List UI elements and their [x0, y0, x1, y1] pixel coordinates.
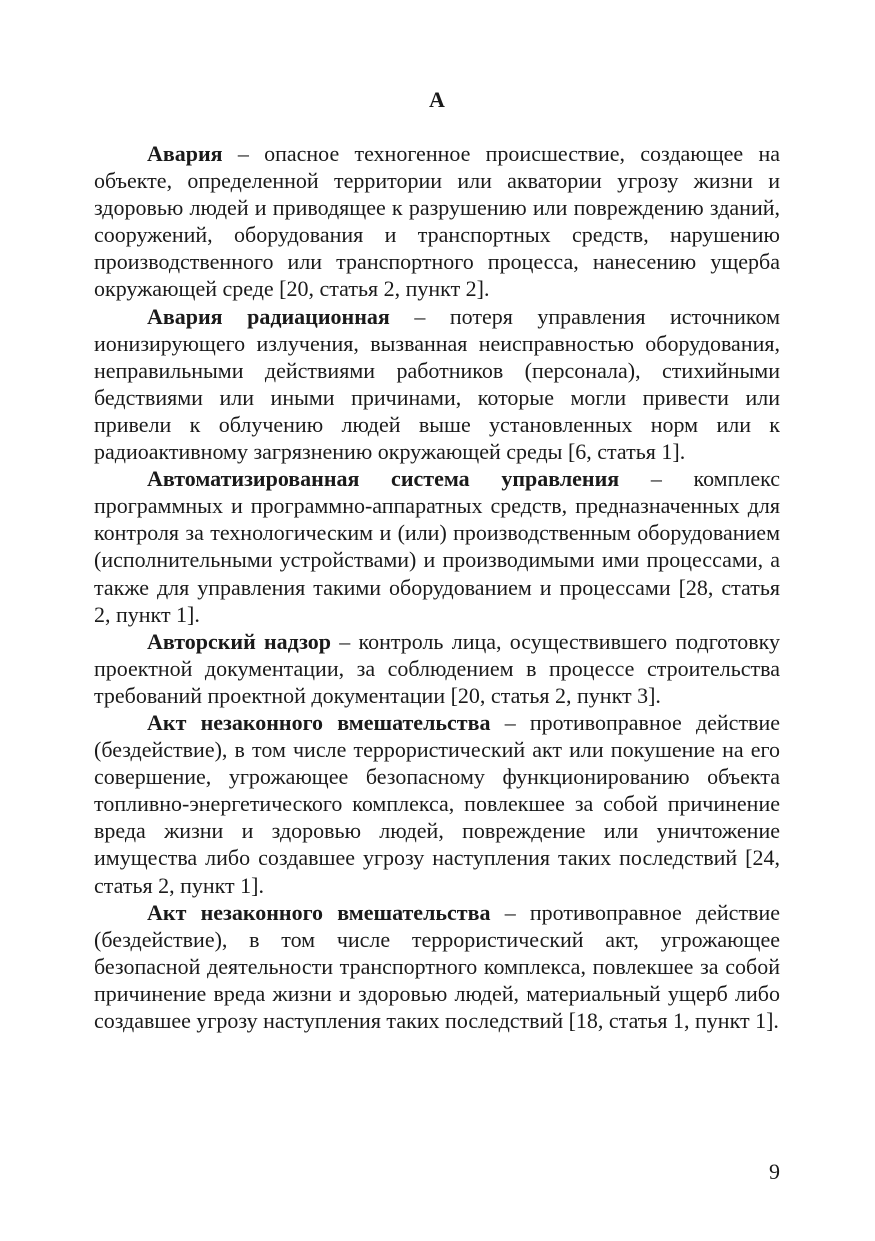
- section-letter-heading: А: [429, 87, 445, 112]
- glossary-entry: [94, 899, 780, 1034]
- glossary-page: [94, 82, 780, 1034]
- entry-definition: – противоправное действие (бездействие), в том числе террористический акт или покушение на его совершение, угрожающее безопасному функционированию объекта топливно-энергетического комплекса, повлекшее за собой причинение вреда жизни и здоровью людей, повреждение или уничтожение имущества либо создавшее угрозу наступления таких последствий [24, статья 2, пункт 1].: [94, 709, 780, 898]
- glossary-entry: [94, 628, 780, 709]
- entry-term: Автоматизированная система управления: [147, 466, 620, 492]
- glossary-entry: [94, 465, 780, 628]
- entry-term: Акт незаконного вмешательства: [147, 709, 491, 735]
- entry-definition: – комплекс программных и программно-аппаратных средств, предназначенных для контроля за технологическим и (или) производственным оборудованием (исполнительными устройствами) и производимыми ими процессами, а также для управления такими оборудованием и процессами [28, статья 2, пункт 1].: [94, 466, 780, 627]
- entry-term: Акт незаконного вмешательства: [147, 899, 491, 925]
- glossary-entry: [94, 709, 780, 899]
- entry-term: Авария: [147, 141, 223, 166]
- glossary-entry: [94, 140, 780, 303]
- entry-definition: – опасное техногенное происшествие, создающее на объекте, определенной территории или акватории угрозу жизни и здоровью людей и приводящее к разрушению или повреждению зданий, сооружений, оборудования и транспортных средств, нарушению производственного или транспортного процесса, нанесению ущерба окружающей среде [20, статья 2, пункт 2].: [94, 141, 780, 302]
- entry-definition: – противоправное действие (бездействие), в том числе террористический акт, угрожающее безопасной деятельности транспортного комплекса, повлекшее за собой причинение вреда жизни и здоровью людей, материальный ущерб либо создавшее угрозу наступления таких последствий [18, статья 1, пункт 1].: [94, 899, 780, 1033]
- page-number: 9: [769, 1159, 780, 1184]
- entry-definition: – контроль лица, осуществившего подготовку проектной документации, за соблюдением в процессе строительства требований проектной документации [20, статья 2, пункт 3].: [94, 628, 780, 708]
- glossary-entry: [94, 303, 780, 466]
- entry-term: Авария радиационная: [147, 303, 390, 329]
- entry-definition: – потеря управления источником ионизирующего излучения, вызванная неисправностью оборудования, неправильными действиями работников (персонала), стихийными бедствиями или иными причинами, которые могли привести или привели к облучению людей выше установленных норм или к радиоактивному загрязнению окружающей среды [6, статья 1].: [94, 303, 780, 465]
- entry-term: Авторский надзор: [147, 628, 332, 654]
